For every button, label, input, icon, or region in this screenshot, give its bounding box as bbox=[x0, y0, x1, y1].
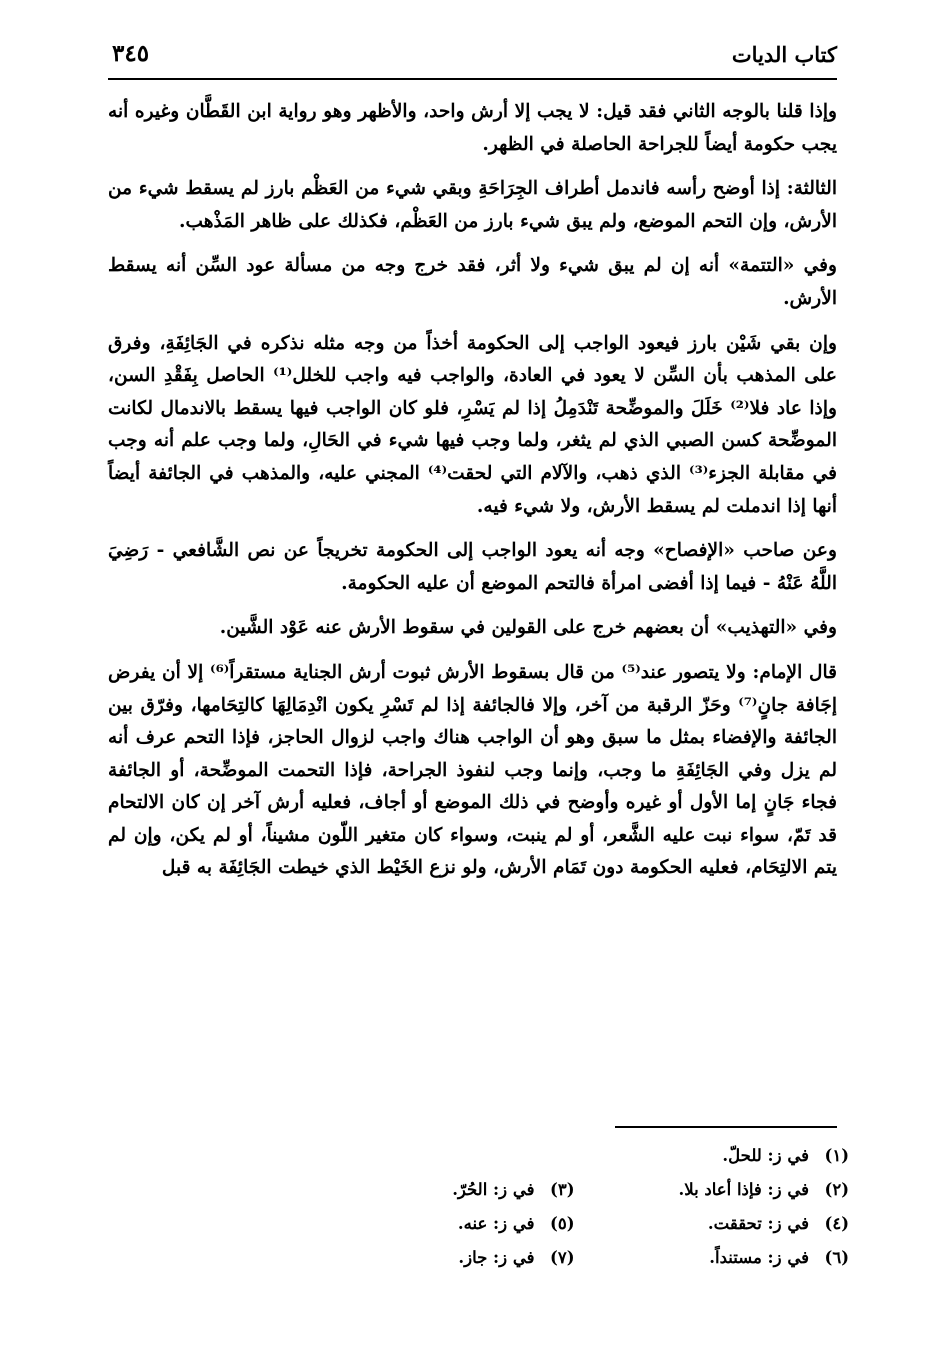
footnote-divider bbox=[615, 1126, 837, 1128]
footnote bbox=[575, 1146, 850, 1165]
page-header bbox=[108, 36, 837, 80]
paragraph bbox=[108, 250, 837, 315]
footnote-number: (١) bbox=[824, 1145, 849, 1165]
footnote bbox=[575, 1180, 850, 1199]
footnote-text: في ز: للحلّ. bbox=[722, 1145, 809, 1165]
paragraph bbox=[108, 612, 837, 645]
paragraph bbox=[108, 657, 837, 885]
footnote-row bbox=[300, 1172, 849, 1206]
paragraph-text: وإن بقي شَيْن بارز فيعود الواجب إلى الحكومة أخذاً من وجه مثله نذكره في الجَائِفَةِ، وفرق على المذهب بأن السِّن لا يعود في العادة، والواجب فيه واجب للخلل⁽¹⁾ الحاصل بِفَقْدِ السن، وإذا عاد فلا⁽²⁾ خَلَلَ والموضِّحة تَنْدَمِلُ إذا لم يَسْرِ، فلو كان الواجب فيها يسقط بالاندمال لكانت الموضِّحة كسن الصبي الذي لم يثغر، ولما وجب فيها شيء في الحَالِ، ولما وجب علم أنه وجب في مقابلة الجزء⁽³⁾ الذي ذهب، والآلام التي لحقت⁽⁴⁾ المجني عليه، والمذهب في الجائفة أيضاً أنها إذا اندملت لم يسقط الأرش، ولا شيء فيه. bbox=[108, 332, 837, 517]
paragraph bbox=[108, 173, 837, 238]
footnote-number: (٢) bbox=[824, 1179, 849, 1199]
footnote bbox=[300, 1180, 575, 1199]
book-title: كتاب الديات bbox=[731, 42, 837, 67]
footnote-number: (٣) bbox=[550, 1179, 575, 1199]
footnote-number: (٦) bbox=[824, 1247, 849, 1267]
page-number: ٣٤٥ bbox=[112, 40, 150, 67]
footnote-text: في ز: الحُرّ. bbox=[452, 1179, 535, 1199]
footnote-number: (٧) bbox=[550, 1247, 575, 1267]
paragraph bbox=[108, 328, 837, 524]
footnote bbox=[575, 1248, 850, 1267]
footnote-number: (٤) bbox=[824, 1213, 849, 1233]
body-text bbox=[108, 96, 837, 897]
paragraph bbox=[108, 535, 837, 600]
footnote-row bbox=[300, 1206, 849, 1240]
footnote-row bbox=[300, 1138, 849, 1172]
footnote-text: في ز: عنه. bbox=[457, 1213, 535, 1233]
footnote-text: في ز: جاز. bbox=[458, 1247, 535, 1267]
footnote-text: في ز: مستنداً. bbox=[709, 1247, 809, 1267]
paragraph-text: وفي «التهذيب» أن بعضهم خرج على القولين في سقوط الأرش عنه عَوْد الشَّين. bbox=[219, 617, 837, 639]
paragraph-text: وإذا قلنا بالوجه الثاني فقد قيل: لا يجب إلا أرش واحد، والأظهر وهو رواية ابن القَطَّان وغيره أنه يجب حكومة أيضاً للجراحة الحاصلة في الظهر. bbox=[108, 101, 837, 155]
footnote bbox=[300, 1214, 575, 1233]
section-lead: الثالثة: bbox=[786, 178, 837, 200]
footnote-text: في ز: فإذا أعاد بلا. bbox=[678, 1179, 809, 1199]
paragraph bbox=[108, 96, 837, 161]
footnote-number: (٥) bbox=[550, 1213, 575, 1233]
paragraph-text: قال الإمام: ولا يتصور عند⁽⁵⁾ من قال بسقوط الأرش ثبوت أرش الجناية مستقراً⁽⁶⁾ إلا أن يفرض إجَافة جانٍ⁽⁷⁾ وحَزّ الرقبة من آخر، وإلا فالجائفة إذا لم تَسْرِ يكون انْدِمَالِهَا كالتِحَامها، وفرّق بين الجائفة والإفضاء بمثل ما سبق وهو أن الواجب هناك واجب لزوال الحاجز، فإذا التحم عرف أنه لم يزل وفي الجَائِفَةِ ما وجب، وإنما وجب لنفوذ الجراحة، فإذا التحمت الموضِّحة، أو الجائفة فجاء جَانٍ إما الأول أو غيره وأوضح في ذلك الموضع أو أجاف، فعليه أرش آخر إن كان الالتحام قد تَمّ، سواء نبت عليه الشَّعر، أو لم ينبت، وسواء كان متغير اللّون مشيناً، أو لم يكن، وإن لم يتم الالتِحَام، فعليه الحكومة دون تَمَام الأرش، ولو نزع الخَيْط الذي خيطت الجَائِفَة به قبل bbox=[108, 661, 838, 879]
footnote-text: في ز: تحققت. bbox=[707, 1213, 809, 1233]
paragraph-text: وفي «التتمة» أنه إن لم يبق شيء ولا أثر، فقد خرج وجه من مسألة عود السِّن أنه يسقط الأرش. bbox=[108, 255, 837, 309]
footnote bbox=[300, 1248, 575, 1267]
footnote bbox=[575, 1214, 850, 1233]
paragraph-text: وعن صاحب «الإفصاح» وجه أنه يعود الواجب إلى الحكومة تخريجاً عن نص الشَّافعي - رَضِيَ اللَّهُ عَنْهُ - فيما إذا أفضى امرأة فالتحم الموضع أن عليه الحكومة. bbox=[108, 540, 837, 594]
footnotes bbox=[300, 1138, 849, 1274]
paragraph-text: إذا أوضح رأسه فاندمل أطراف الجِرَاحَةِ وبقي شيء من العَظْم بارز لم يسقط شيء من الأرش، وإن التحم الموضع، ولم يبق شيء بارز من العَظْم، فكذلك على ظاهر المَذْهب. bbox=[108, 178, 837, 232]
footnote-row bbox=[300, 1240, 849, 1274]
